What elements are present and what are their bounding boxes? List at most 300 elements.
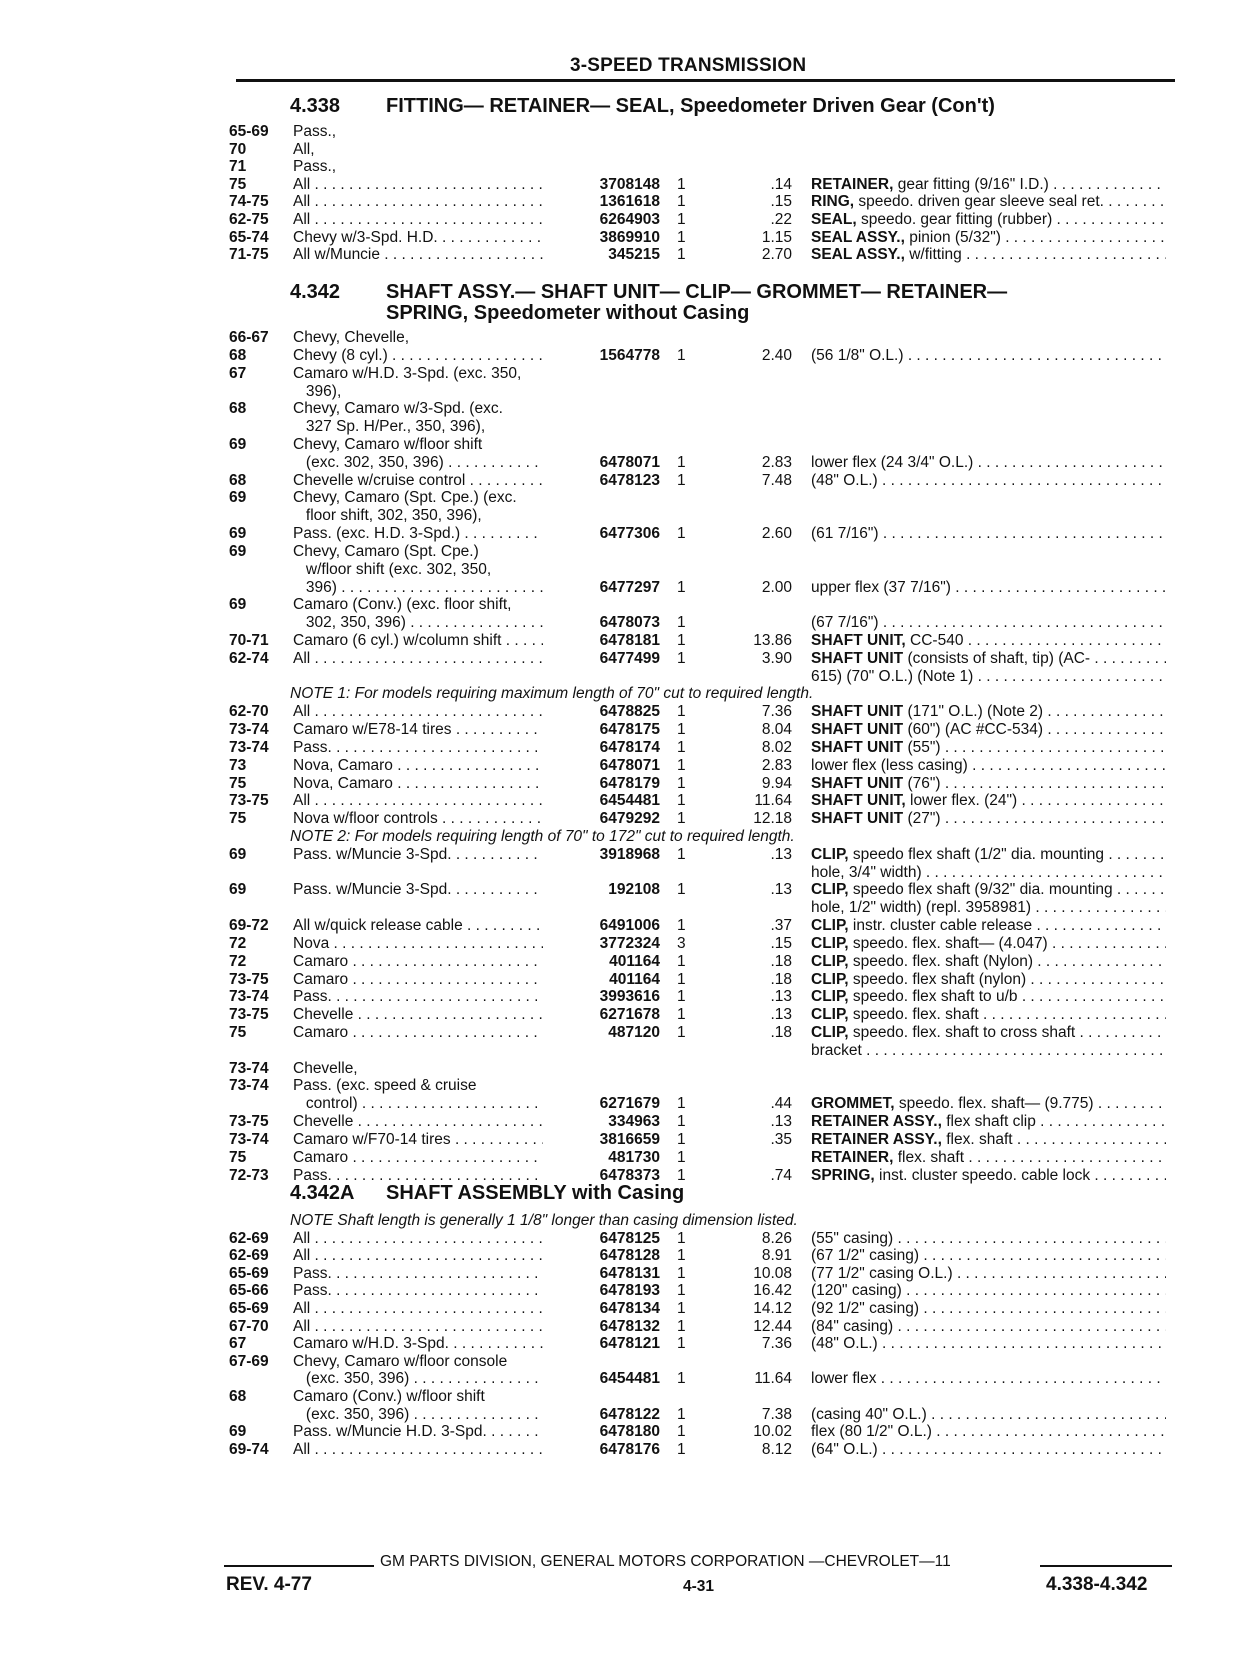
table-row xyxy=(0,542,1251,561)
year-range: 62-74 xyxy=(229,649,269,667)
year-range: 73-75 xyxy=(229,1006,269,1024)
part-number: 3772324 xyxy=(599,934,660,952)
model-description: All . . . xyxy=(293,649,543,668)
item-detail: instr. cluster cable release xyxy=(848,917,1033,935)
item-name: SHAFT UNIT xyxy=(811,703,904,721)
model-description: w/floor shift (exc. 302, 350, xyxy=(293,560,492,578)
year-range: 62-69 xyxy=(229,1229,269,1247)
item-detail: (48" O.L.) xyxy=(811,471,878,489)
quantity: 1 xyxy=(677,1247,686,1265)
item-detail: lower flex. (24") xyxy=(905,792,1018,810)
price: 8.12 xyxy=(761,1440,792,1458)
price: 7.36 xyxy=(761,703,792,721)
table-row xyxy=(0,916,1251,935)
table-row xyxy=(0,175,1251,194)
quantity: 1 xyxy=(677,346,686,364)
model-description: All . . . xyxy=(293,1440,543,1459)
quantity: 1 xyxy=(677,211,686,228)
price: .74 xyxy=(770,1166,792,1184)
table-row xyxy=(0,1317,1251,1336)
year-range: 62-75 xyxy=(229,211,269,228)
table-row xyxy=(0,435,1251,454)
table-row xyxy=(0,1130,1251,1149)
model-description: Pass. (exc. speed & cruise xyxy=(293,1077,477,1095)
table-row xyxy=(0,1094,1251,1113)
item-name: CLIP, xyxy=(811,988,849,1006)
price: .44 xyxy=(770,1095,792,1113)
part-number: 6478176 xyxy=(599,1440,660,1458)
table-row xyxy=(0,453,1251,472)
year-range: 68 xyxy=(229,346,247,364)
year-range: 67-69 xyxy=(229,1352,269,1370)
item-detail: speedo. flex shaft to u/b xyxy=(848,988,1018,1006)
table-row xyxy=(0,934,1251,953)
year-range: 75 xyxy=(229,774,247,792)
part-number: 6478180 xyxy=(599,1423,660,1441)
part-number: 6477306 xyxy=(599,525,660,542)
table-row xyxy=(0,488,1251,507)
model-description: Chevy, Camaro (Spt. Cpe.) xyxy=(293,542,479,560)
part-number: 6478179 xyxy=(599,774,660,792)
item-description xyxy=(811,175,1166,194)
model-description: Nova . . . xyxy=(293,934,543,953)
part-number: 6478825 xyxy=(599,703,660,721)
item-detail: hole, 1/2" width) (repl. 3958981) xyxy=(811,899,1032,917)
item-name: CLIP, xyxy=(811,1006,849,1024)
model-description: All . . . xyxy=(293,192,543,211)
item-detail: lower flex (less casing) xyxy=(811,756,968,774)
table-row xyxy=(0,245,1251,264)
item-description xyxy=(811,1405,1166,1424)
part-number: 6478174 xyxy=(599,738,660,756)
table-row xyxy=(0,1299,1251,1318)
price: 16.42 xyxy=(753,1282,792,1300)
item-detail: (76") xyxy=(903,774,941,792)
item-detail: (27") xyxy=(903,810,941,828)
item-name: CLIP, xyxy=(811,917,849,935)
model-description: All . . . xyxy=(293,791,543,810)
quantity: 1 xyxy=(677,1370,686,1388)
model-description: Chevelle w/cruise control . . . xyxy=(293,471,543,490)
item-detail: upper flex (37 7/16") xyxy=(811,578,951,596)
item-description xyxy=(811,1317,1166,1336)
item-detail: speedo flex shaft (1/2" dia. mounting xyxy=(848,845,1105,863)
item-detail: (84" casing) xyxy=(811,1317,894,1335)
table-row xyxy=(0,863,1251,882)
year-range: 73-74 xyxy=(229,721,269,738)
item-detail: (64" O.L.) xyxy=(811,1440,878,1458)
quantity: 1 xyxy=(677,614,686,632)
year-range: 65-66 xyxy=(229,1282,269,1300)
note-text: NOTE Shaft length is generally 1 1/8" longer than casing dimension listed. xyxy=(290,1212,798,1229)
item-description xyxy=(811,1299,1166,1318)
part-number: 6478193 xyxy=(599,1282,660,1300)
item-detail: (120" casing) xyxy=(811,1282,902,1300)
footer-page-number: 4-31 xyxy=(683,1578,715,1595)
note-row xyxy=(0,1211,1251,1230)
part-number: 6478121 xyxy=(599,1335,660,1353)
quantity: 1 xyxy=(677,721,686,738)
quantity: 1 xyxy=(677,988,686,1006)
item-name: SHAFT UNIT xyxy=(811,810,904,828)
price: 8.91 xyxy=(761,1247,792,1265)
model-description: Camaro (Conv.) w/floor shift xyxy=(293,1388,485,1405)
model-description: All . . . xyxy=(293,702,543,721)
part-number: 3918968 xyxy=(599,845,660,863)
item-detail: flex (80 1/2" O.L.) xyxy=(811,1423,932,1441)
quantity: 1 xyxy=(677,774,686,792)
item-name: SEAL ASSY., xyxy=(811,246,905,264)
part-number: 3816659 xyxy=(599,1130,660,1148)
price: 7.38 xyxy=(761,1405,792,1423)
item-description xyxy=(811,1440,1166,1459)
table-row xyxy=(0,578,1251,597)
table-row xyxy=(0,1352,1251,1371)
year-range: 67-70 xyxy=(229,1317,269,1335)
model-description: Pass. w/Muncie 3-Spd. . . . xyxy=(293,845,543,864)
quantity: 1 xyxy=(677,453,686,471)
quantity: 1 xyxy=(677,1024,686,1041)
item-detail: speedo. flex. shaft xyxy=(848,1006,979,1024)
section-title: FITTING— RETAINER— SEAL, Speedometer Driven Gear (Con't) xyxy=(386,95,995,117)
item-name: RING, xyxy=(811,193,855,211)
model-description: Pass. . . . xyxy=(293,738,543,757)
quantity: 1 xyxy=(677,1440,686,1458)
quantity: 1 xyxy=(677,525,686,542)
year-range: 73-74 xyxy=(229,1077,269,1095)
model-description: 327 Sp. H/Per., 350, 396), xyxy=(293,418,486,436)
item-detail: (171" O.L.) (Note 2) xyxy=(903,703,1044,721)
part-number: 6477297 xyxy=(599,578,660,596)
part-number: 6478128 xyxy=(599,1247,660,1265)
item-name: SHAFT UNIT xyxy=(811,649,904,667)
model-description: Camaro w/E78-14 tires . . . xyxy=(293,720,543,739)
item-detail: pinion (5/32") xyxy=(904,228,1001,246)
model-description: Pass. . . . xyxy=(293,987,543,1006)
part-number: 6478373 xyxy=(599,1166,660,1184)
model-description: Pass. w/Muncie H.D. 3-Spd. . . . xyxy=(293,1422,543,1441)
price: .18 xyxy=(770,970,792,988)
model-description: Camaro . . . xyxy=(293,970,543,989)
part-number: 6478134 xyxy=(599,1300,660,1317)
item-description xyxy=(811,631,1166,650)
table-row xyxy=(0,328,1251,347)
price: 8.02 xyxy=(761,738,792,756)
part-number: 6478131 xyxy=(599,1264,660,1282)
footer-section-range: 4.338-4.342 xyxy=(1046,1574,1148,1595)
item-detail: speedo. flex shaft (nylon) xyxy=(848,970,1027,988)
item-name: SEAL ASSY., xyxy=(811,228,905,246)
item-name: CLIP, xyxy=(811,881,849,899)
item-description xyxy=(811,1264,1166,1283)
item-name: CLIP, xyxy=(811,970,849,988)
part-number: 3869910 xyxy=(599,228,660,246)
model-description: All . . . xyxy=(293,1246,543,1265)
model-description: Pass. . . . xyxy=(293,1264,543,1283)
item-detail: (55") xyxy=(903,738,941,756)
item-description xyxy=(811,1112,1166,1131)
item-description xyxy=(811,1005,1166,1024)
price: .22 xyxy=(770,211,792,228)
item-description xyxy=(811,1369,1166,1388)
price: .37 xyxy=(770,917,792,935)
section-title: SPRING, Speedometer without Casing xyxy=(386,302,750,324)
model-description: (exc. 350, 396) . . . xyxy=(293,1405,543,1424)
footer-division: GM PARTS DIVISION, GENERAL MOTORS CORPORATION —CHEVROLET—11 xyxy=(380,1553,951,1570)
part-number: 6478132 xyxy=(599,1317,660,1335)
quantity: 1 xyxy=(677,1335,686,1353)
table-row xyxy=(0,524,1251,543)
item-name: SHAFT UNIT, xyxy=(811,792,906,810)
year-range: 73-75 xyxy=(229,792,269,810)
item-name: SHAFT UNIT xyxy=(811,721,904,738)
item-description xyxy=(811,756,1166,775)
table-row xyxy=(0,1005,1251,1024)
price: .18 xyxy=(770,1024,792,1041)
item-description xyxy=(811,346,1166,365)
part-number: 6454481 xyxy=(599,792,660,810)
table-row xyxy=(0,667,1251,686)
item-description xyxy=(811,1130,1166,1149)
section-number: 4.338 xyxy=(290,95,341,117)
part-number: 6491006 xyxy=(599,917,660,935)
item-detail: hole, 3/4" width) xyxy=(811,863,922,881)
quantity: 1 xyxy=(677,1423,686,1441)
item-detail: flex. shaft xyxy=(941,1130,1013,1148)
year-range: 62-69 xyxy=(229,1247,269,1265)
part-number: 6478181 xyxy=(599,631,660,649)
item-description xyxy=(811,192,1166,211)
model-description: 302, 350, 396) . . . xyxy=(293,613,543,632)
section-title: SHAFT ASSEMBLY with Casing xyxy=(386,1182,685,1204)
table-row xyxy=(0,613,1251,632)
title-rule xyxy=(236,79,1175,82)
quantity: 1 xyxy=(677,970,686,988)
part-number: 6478071 xyxy=(599,756,660,774)
table-row xyxy=(0,1440,1251,1459)
model-description: Chevelle . . . xyxy=(293,1112,543,1131)
item-description xyxy=(811,471,1166,490)
item-description xyxy=(811,987,1166,1006)
part-number: 481730 xyxy=(608,1148,660,1166)
note-text: NOTE 1: For models requiring maximum length of 70" cut to required length. xyxy=(290,685,814,703)
year-range: 65-69 xyxy=(229,123,269,140)
price: .18 xyxy=(770,952,792,970)
year-range: 68 xyxy=(229,400,247,418)
quantity: 1 xyxy=(677,1405,686,1423)
quantity: 1 xyxy=(677,881,686,899)
year-range: 65-69 xyxy=(229,1264,269,1282)
item-detail: flex. shaft xyxy=(893,1148,965,1166)
year-range: 65-69 xyxy=(229,1300,269,1317)
item-description xyxy=(811,774,1166,793)
price: 9.94 xyxy=(761,774,792,792)
item-detail: 615) (70" O.L.) (Note 1) xyxy=(811,667,974,685)
model-description: Nova, Camaro . . . xyxy=(293,756,543,775)
item-detail: (92 1/2" casing) xyxy=(811,1300,920,1317)
model-description: Camaro w/H.D. 3-Spd. . . . xyxy=(293,1334,543,1353)
table-row xyxy=(0,1059,1251,1078)
year-range: 73-74 xyxy=(229,1130,269,1148)
year-range: 69-74 xyxy=(229,1440,269,1458)
price: 8.04 xyxy=(761,721,792,738)
table-row xyxy=(0,364,1251,383)
quantity: 1 xyxy=(677,228,686,246)
part-number: 1361618 xyxy=(599,193,660,211)
item-description xyxy=(811,453,1166,472)
model-description: Camaro (6 cyl.) w/column shift . . . xyxy=(293,631,543,650)
year-range: 67 xyxy=(229,364,247,382)
table-row xyxy=(0,987,1251,1006)
item-description xyxy=(811,934,1166,953)
item-description xyxy=(811,578,1166,597)
part-number: 334963 xyxy=(608,1113,660,1131)
item-name: CLIP, xyxy=(811,952,849,970)
year-range: 65-74 xyxy=(229,228,269,246)
part-number: 401164 xyxy=(609,952,660,970)
model-description: Camaro . . . xyxy=(293,1023,543,1042)
item-description xyxy=(811,791,1166,810)
page-title: 3-SPEED TRANSMISSION xyxy=(570,55,807,76)
year-range: 69 xyxy=(229,596,247,614)
item-description xyxy=(811,720,1166,739)
model-description: All w/quick release cable . . . xyxy=(293,916,543,935)
year-range: 75 xyxy=(229,1024,247,1041)
year-range: 75 xyxy=(229,1148,247,1166)
part-number: 3708148 xyxy=(599,175,660,193)
item-description xyxy=(811,863,1166,882)
year-range: 66-67 xyxy=(229,329,269,346)
table-row xyxy=(0,756,1251,775)
item-detail: speedo. flex. shaft to cross shaft xyxy=(848,1024,1076,1041)
part-number: 6454481 xyxy=(599,1370,660,1388)
item-detail: (casing 40" O.L.) xyxy=(811,1405,927,1423)
quantity: 1 xyxy=(677,1264,686,1282)
quantity: 1 xyxy=(677,1006,686,1024)
price: .13 xyxy=(770,845,792,863)
year-range: 75 xyxy=(229,175,247,193)
model-description: Pass., xyxy=(293,158,337,176)
table-row xyxy=(0,1076,1251,1095)
table-row xyxy=(0,595,1251,614)
model-description: All, xyxy=(293,140,315,158)
item-detail: (48" O.L.) xyxy=(811,1335,878,1353)
price: 14.12 xyxy=(753,1300,792,1317)
table-row xyxy=(0,560,1251,579)
item-detail: w/fitting xyxy=(904,246,962,264)
price: 8.26 xyxy=(761,1229,792,1247)
quantity: 1 xyxy=(677,471,686,489)
quantity: 1 xyxy=(677,631,686,649)
price: .13 xyxy=(770,1006,792,1024)
table-row xyxy=(0,702,1251,721)
item-description xyxy=(811,952,1166,971)
item-description xyxy=(811,1246,1166,1265)
item-name: SHAFT UNIT, xyxy=(811,631,906,649)
price: 7.36 xyxy=(761,1335,792,1353)
price: 7.48 xyxy=(761,471,792,489)
year-range: 69 xyxy=(229,1423,247,1441)
item-detail: (67 7/16") xyxy=(811,614,879,632)
quantity: 1 xyxy=(677,1317,686,1335)
table-row xyxy=(0,1112,1251,1131)
item-detail: (56 1/8" O.L.) xyxy=(811,346,904,364)
quantity: 1 xyxy=(677,1282,686,1300)
model-description: Pass. (exc. H.D. 3-Spd.) . . . xyxy=(293,524,543,543)
table-row xyxy=(0,192,1251,211)
price: 11.64 xyxy=(754,1370,792,1388)
year-range: 74-75 xyxy=(229,193,269,211)
part-number: 6478071 xyxy=(599,453,660,471)
quantity: 1 xyxy=(677,792,686,810)
quantity: 1 xyxy=(677,1148,686,1166)
model-description: Chevy, Camaro w/floor console xyxy=(293,1352,508,1370)
quantity: 1 xyxy=(677,175,686,193)
model-description: Chevy, Camaro (Spt. Cpe.) (exc. xyxy=(293,489,517,507)
year-range: 69 xyxy=(229,489,247,507)
quantity: 1 xyxy=(677,1229,686,1247)
table-row xyxy=(0,1405,1251,1424)
item-description xyxy=(811,898,1166,917)
part-number: 345215 xyxy=(608,246,660,264)
table-row xyxy=(0,631,1251,650)
section-number: 4.342 xyxy=(290,281,341,303)
model-description: Camaro w/F70-14 tires . . . xyxy=(293,1130,543,1149)
table-row xyxy=(0,809,1251,828)
item-name: RETAINER, xyxy=(811,1148,894,1166)
model-description: Camaro w/H.D. 3-Spd. (exc. 350, xyxy=(293,364,522,382)
quantity: 1 xyxy=(677,1130,686,1148)
table-row xyxy=(0,1023,1251,1042)
model-description: (exc. 350, 396) . . . xyxy=(293,1369,543,1388)
quantity: 1 xyxy=(677,845,686,863)
year-range: 69 xyxy=(229,435,247,453)
year-range: 69 xyxy=(229,525,247,542)
quantity: 1 xyxy=(677,917,686,935)
year-range: 73-74 xyxy=(229,988,269,1006)
year-range: 73-74 xyxy=(229,1059,269,1077)
quantity: 1 xyxy=(677,649,686,667)
table-row xyxy=(0,1369,1251,1388)
item-name: SHAFT UNIT xyxy=(811,738,904,756)
part-number: 401164 xyxy=(609,970,660,988)
part-number: 6479292 xyxy=(599,810,660,828)
item-description xyxy=(811,524,1166,543)
year-range: 73-75 xyxy=(229,1113,269,1131)
item-description xyxy=(811,245,1166,264)
item-detail: speedo. driven gear sleeve seal ret. xyxy=(854,193,1104,211)
quantity: 3 xyxy=(677,934,686,952)
year-range: 73 xyxy=(229,756,247,774)
table-row xyxy=(0,1246,1251,1265)
item-description xyxy=(811,1229,1166,1248)
year-range: 69 xyxy=(229,881,247,899)
model-description: (exc. 302, 350, 396) . . . xyxy=(293,453,543,472)
price: .13 xyxy=(770,1113,792,1131)
part-number: 6478175 xyxy=(599,721,660,738)
quantity: 1 xyxy=(677,578,686,596)
model-description: All . . . xyxy=(293,1299,543,1318)
table-row xyxy=(0,417,1251,436)
item-detail: (55" casing) xyxy=(811,1229,894,1247)
price: 10.08 xyxy=(753,1264,792,1282)
price: 2.83 xyxy=(761,756,792,774)
quantity: 1 xyxy=(677,810,686,828)
item-name: RETAINER, xyxy=(811,175,894,193)
model-description: Chevy w/3-Spd. H.D. . . . xyxy=(293,228,543,247)
part-number: 6264903 xyxy=(599,211,660,228)
price: 3.90 xyxy=(761,649,792,667)
